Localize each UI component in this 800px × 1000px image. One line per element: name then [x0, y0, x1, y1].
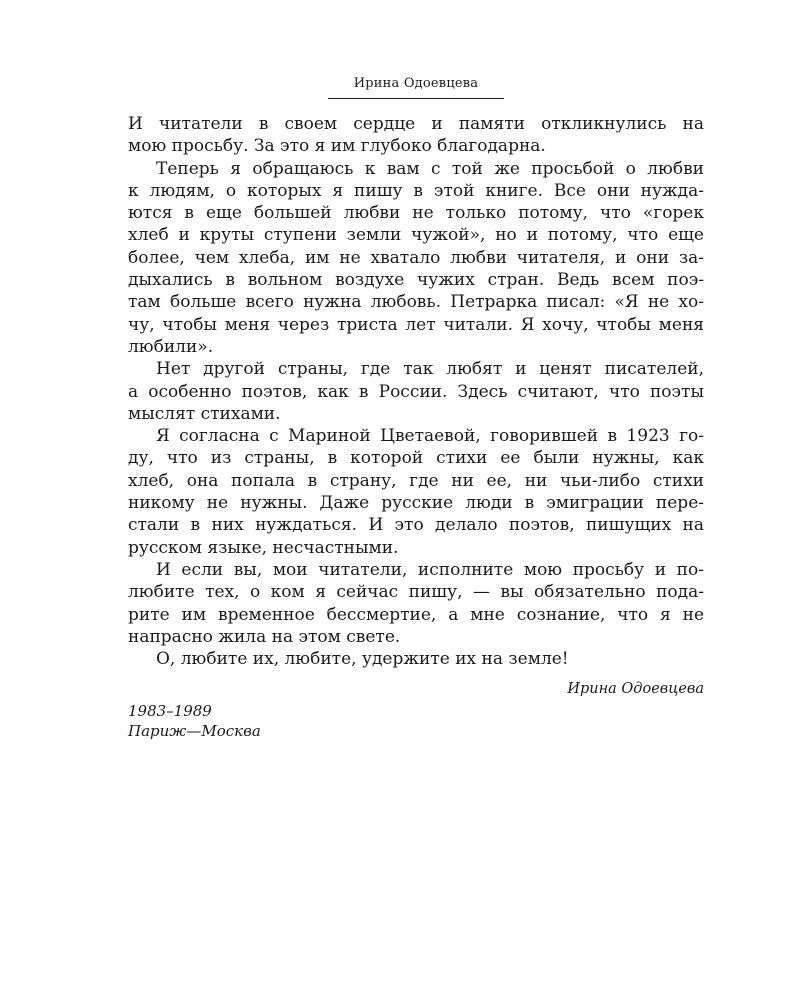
- text-line: дыхались в вольном воздухе чужих стран. Ведь всем поэ-: [128, 270, 704, 291]
- text-line: мою просьбу. За это я им глубоко благодарна.: [128, 136, 546, 157]
- text-line: хлеб и круты ступени земли чужой», но и потому, что еще: [128, 225, 704, 246]
- text-line: русском языке, несчастными.: [128, 537, 399, 558]
- text-line: мыслят стихами.: [128, 403, 281, 424]
- text-line: там больше всего нужна любовь. Петрарка писал: «Я не хо-: [128, 292, 704, 313]
- dateline: [128, 701, 261, 741]
- text-line: И читатели в своем сердце и памяти откликнулись на: [128, 114, 704, 134]
- text-line: более, чем хлеба, им не хватало любви читателя, и они за-: [128, 247, 704, 268]
- text-line: любите тех, о ком я сейчас пишу, — вы обязательно пода-: [128, 582, 704, 603]
- text-line: Нет другой страны, где так любят и ценят писателей,: [156, 359, 704, 380]
- author-signature: Ирина Одоевцева: [567, 681, 704, 697]
- text-line: любили».: [128, 336, 214, 357]
- text-line: рите им временное бессмертие, а мне сознание, что я не: [128, 604, 704, 625]
- text-line: стали в них нуждаться. И это делало поэтов, пишущих на: [128, 515, 704, 536]
- header-rule: [328, 98, 504, 99]
- text-line: И если вы, мои читатели, исполните мою просьбу и по-: [156, 559, 704, 580]
- text-line: Теперь я обращаюсь к вам с той же просьбой о любви: [156, 158, 704, 179]
- text-line: напрасно жила на этом свете.: [128, 626, 401, 647]
- text-line: Я согласна с Мариной Цветаевой, говорившей в 1923 го-: [156, 426, 704, 447]
- text-line: а особенно поэтов, как в России. Здесь считают, что поэты: [128, 381, 704, 402]
- text-line: чу, чтобы меня через триста лет читали. Я хочу, чтобы меня: [128, 314, 704, 335]
- running-head-author: Ирина Одоевцева: [353, 76, 479, 91]
- text-line: ются в еще большей любви не только потому, что «горек: [128, 203, 704, 224]
- text-line: к людям, о которых я пишу в этой книге. Все они нужда-: [128, 180, 704, 201]
- text-line: О, любите их, любите, удержите их на земле!: [156, 649, 569, 670]
- text-line: ду, что из страны, в которой стихи ее были нужны, как: [128, 448, 704, 469]
- dateline-years: 1983–1989: [128, 702, 212, 720]
- dateline-places: Париж—Москва: [128, 722, 261, 740]
- body-text: [128, 113, 704, 670]
- text-line: хлеб, она попала в страну, где ни ее, ни чьи-либо стихи: [128, 470, 704, 491]
- text-line: никому не нужны. Даже русские люди в эмиграции пере-: [128, 493, 704, 514]
